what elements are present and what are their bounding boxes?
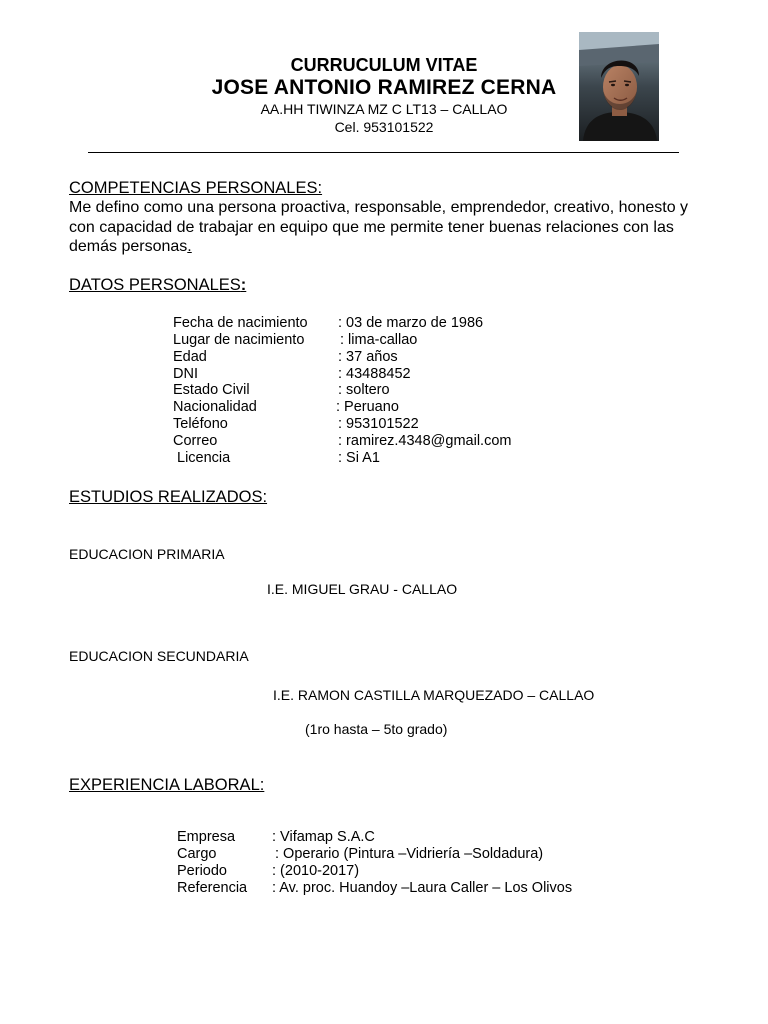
exp-value-empresa: : Vifamap S.A.C (272, 829, 375, 845)
exp-value-periodo: : (2010-2017) (272, 863, 360, 879)
exp-value-referencia: : Av. proc. Huandoy –Laura Caller – Los Olivos (272, 880, 573, 896)
candidate-name: JOSE ANTONIO RAMIREZ CERNA (211, 76, 557, 99)
exp-value-cargo: : Operario (Pintura –Vidriería –Soldadura) (275, 846, 544, 862)
document-title: CURRUCULUM VITAE (290, 55, 478, 75)
datos-label-licencia: Licencia (177, 450, 231, 466)
datos-value-nacionalidad: : Peruano (336, 399, 399, 415)
edu-school-secundaria: I.E. RAMON CASTILLA MARQUEZADO – CALLAO (273, 687, 595, 703)
datos-value-dni: : 43488452 (338, 366, 411, 382)
datos-label-dni: DNI (173, 366, 198, 382)
profile-photo (579, 32, 659, 141)
competencias-period: . (187, 238, 192, 255)
datos-value-lugar: : lima-callao (340, 332, 418, 348)
datos-value-fecha: : 03 de marzo de 1986 (338, 315, 484, 331)
competencias-text: Me defino como una persona proactiva, responsable, emprendedor, creativo, honesto y con capacidad de trabajar en equipo que me permite tener buenas relaciones con las demás personas (69, 199, 689, 255)
section-heading-estudios: ESTUDIOS REALIZADOS: (69, 488, 268, 506)
candidate-address: AA.HH TIWINZA MZ C LT13 – CALLAO (260, 101, 508, 117)
datos-heading-text: DATOS PERSONALES (69, 276, 241, 294)
datos-label-nacionalidad: Nacionalidad (173, 399, 257, 415)
edu-detail-secundaria: (1ro hasta – 5to grado) (305, 721, 448, 737)
datos-label-telefono: Teléfono (173, 416, 228, 432)
datos-label-correo: Correo (173, 433, 218, 449)
datos-value-estado-civil: : soltero (338, 382, 390, 398)
datos-value-telefono: : 953101522 (338, 416, 419, 432)
datos-label-estado-civil: Estado Civil (173, 382, 250, 398)
edu-school-primaria: I.E. MIGUEL GRAU - CALLAO (267, 581, 458, 597)
section-heading-datos (69, 276, 246, 295)
exp-label-referencia: Referencia (177, 880, 248, 896)
header-divider (88, 152, 679, 153)
edu-level-secundaria: EDUCACION SECUNDARIA (69, 648, 249, 664)
datos-heading-colon: : (240, 276, 247, 294)
datos-value-correo: : ramirez.4348@gmail.com (338, 433, 512, 449)
edu-level-primaria: EDUCACION PRIMARIA (69, 546, 225, 562)
exp-label-periodo: Periodo (177, 863, 227, 879)
datos-label-lugar: Lugar de nacimiento (173, 332, 305, 348)
section-heading-competencias: COMPETENCIAS PERSONALES: (69, 179, 323, 197)
exp-label-empresa: Empresa (177, 829, 236, 845)
exp-label-cargo: Cargo (177, 846, 217, 862)
competencias-paragraph (69, 198, 699, 257)
candidate-phone: Cel. 953101522 (334, 119, 434, 135)
datos-label-edad: Edad (173, 349, 207, 365)
datos-value-licencia: : Si A1 (338, 450, 380, 466)
section-heading-experiencia: EXPERIENCIA LABORAL: (69, 776, 265, 794)
datos-label-fecha: Fecha de nacimiento (173, 315, 308, 331)
datos-value-edad: : 37 años (338, 349, 398, 365)
